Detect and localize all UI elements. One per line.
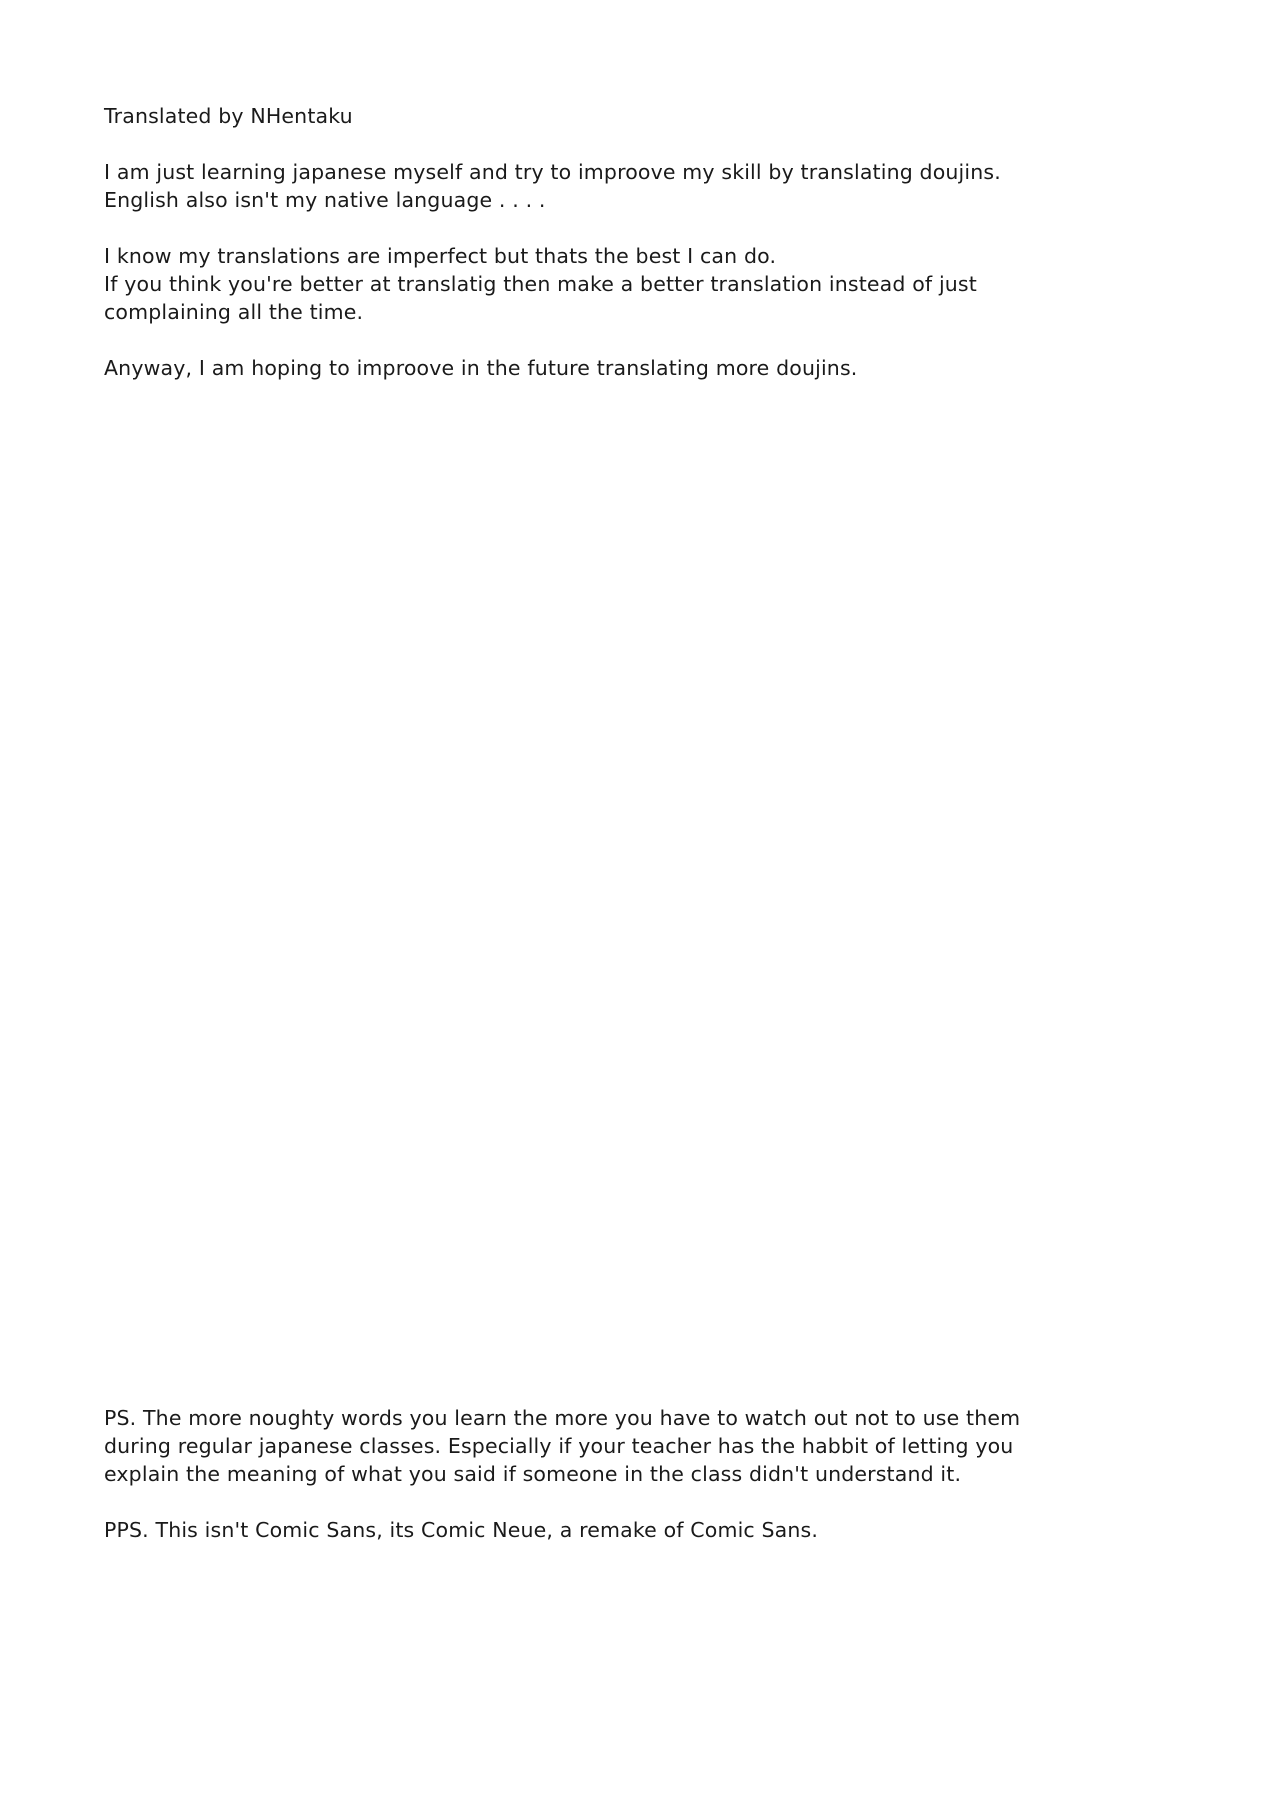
note-line: English also isn't my native language . . . . — [104, 188, 546, 212]
note-line: complaining all the time. — [104, 300, 364, 324]
note-line: If you think you're better at translatig then make a better translation instead of just — [104, 272, 977, 296]
paragraph-spacer — [104, 326, 1104, 354]
pps-line: PPS. This isn't Comic Sans, its Comic Neue, a remake of Comic Sans. — [104, 1518, 819, 1542]
paragraph-spacer — [104, 130, 1104, 158]
ps-line: PS. The more noughty words you learn the more you have to watch out not to use them — [104, 1406, 1021, 1430]
paragraph-spacer — [104, 214, 1104, 242]
ps-line: during regular japanese classes. Especially if your teacher has the habbit of letting you — [104, 1434, 1014, 1458]
translator-credit: Translated by NHentaku — [104, 104, 353, 128]
translator-notes — [104, 102, 1104, 382]
ps-line: explain the meaning of what you said if someone in the class didn't understand it. — [104, 1462, 962, 1486]
postscript-notes — [104, 1404, 1104, 1544]
note-line: Anyway, I am hoping to improove in the future translating more doujins. — [104, 356, 858, 380]
note-line: I am just learning japanese myself and try to improove my skill by translating doujins. — [104, 160, 1001, 184]
note-line: I know my translations are imperfect but thats the best I can do. — [104, 244, 777, 268]
paragraph-spacer — [104, 1488, 1104, 1516]
